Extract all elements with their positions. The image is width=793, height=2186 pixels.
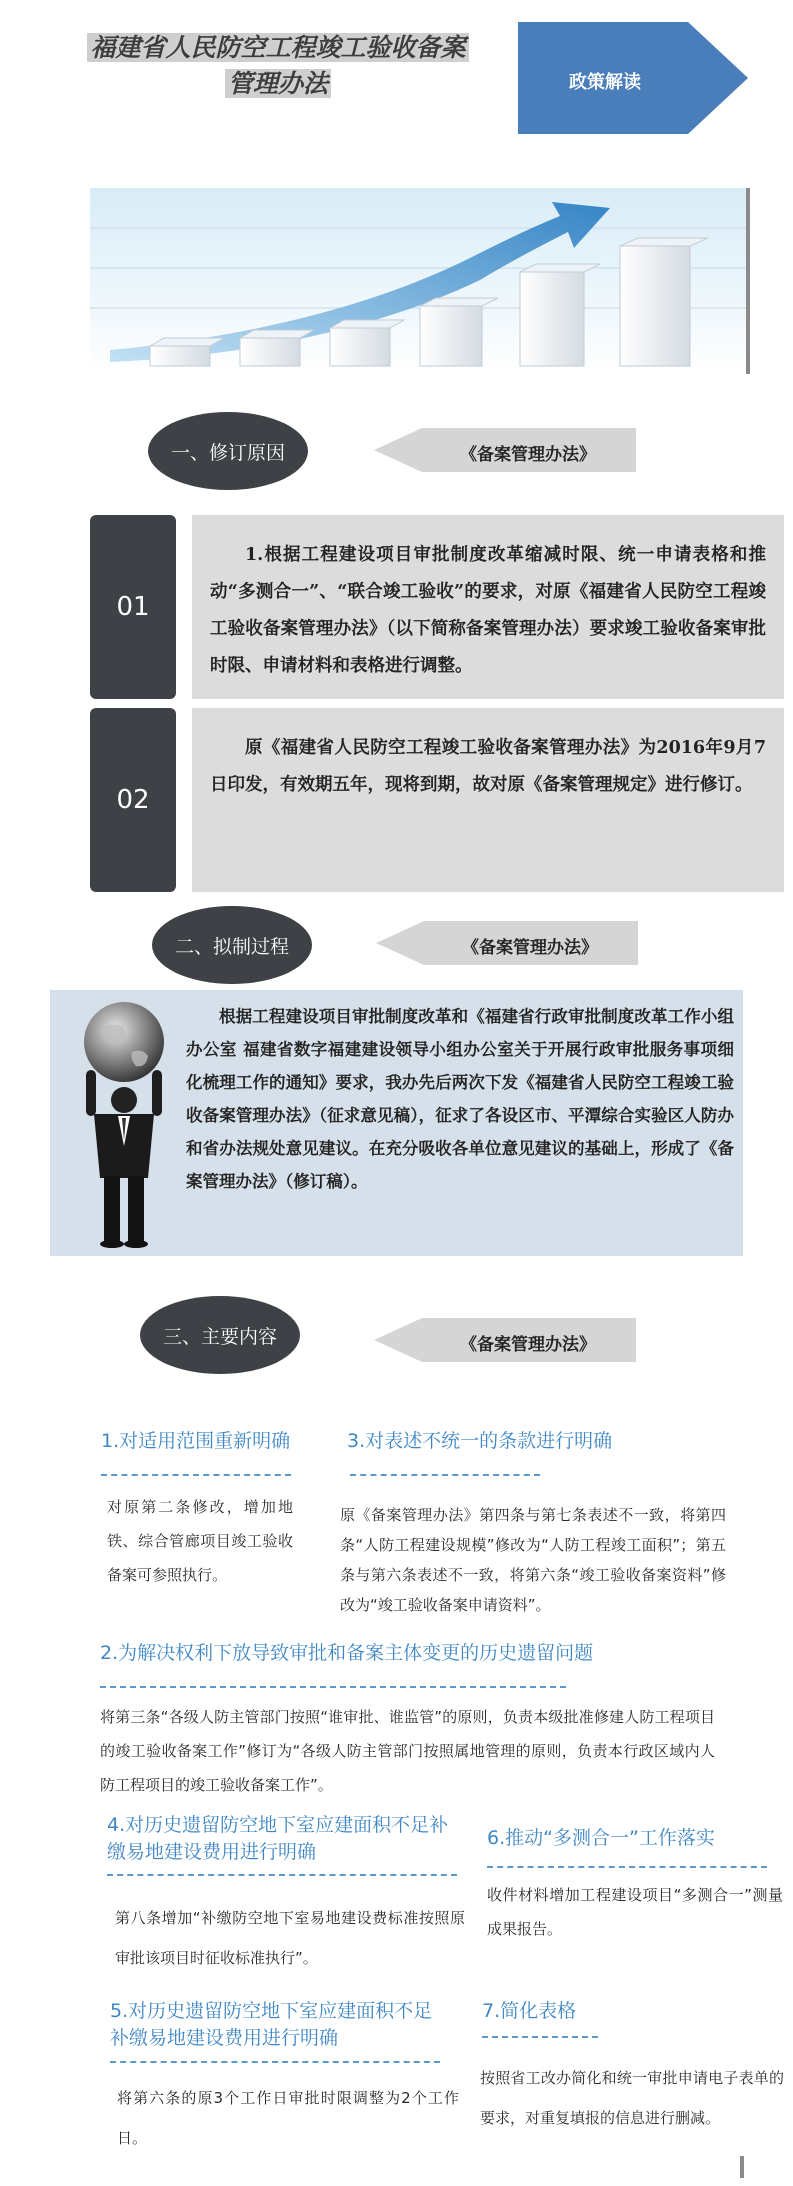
content-item-3-title: 3.对表述不统一的条款进行明确 — [347, 1430, 613, 1452]
content-item-1-rule — [101, 1474, 291, 1476]
content-item-6-text: 收件材料增加工程建设项目“多测合一”测量成果报告。 — [487, 1886, 783, 1938]
content-item-3-text: 原《备案管理办法》第四条与第七条表述不一致，将第四条“人防工程建设规模”修改为“人防工程竣工面积”；第五条与第六条表述不一致，将第六条“竣工验收备案资料”修改为“竣工验收备案申请资料”。 — [340, 1506, 726, 1614]
content-item-5-rule — [110, 2061, 440, 2063]
content-item-7-title: 7.简化表格 — [482, 2000, 577, 2022]
content-item-1-title: 1.对适用范围重新明确 — [101, 1430, 291, 1452]
item-01-text: 1.根据工程建设项目审批制度改革缩减时限、统一申请表格和推动“多测合一”、“联合竣工验收”的要求，对原《福建省人民防空工程竣工验收备案管理办法》（以下简称备案管理办法）要求竣工验收备案审批时限、申请材料和表格进行调整。 — [192, 515, 784, 699]
content-item-6-rule — [487, 1866, 767, 1868]
title-line-1: 福建省人民防空工程竣工验收备案 — [87, 33, 468, 62]
content-item-4-rule — [107, 1874, 457, 1876]
growth-chart-illustration — [90, 188, 750, 374]
item-02-text: 原《福建省人民防空工程竣工验收备案管理办法》为2016年9月7日印发，有效期五年，现将到期，故对原《备案管理规定》进行修订。 — [192, 708, 784, 892]
item-02-number: 02 — [90, 708, 176, 892]
content-item-2-text: 将第三条“各级人防主管部门按照“谁审批、谁监管”的原则，负责本级批准修建人防工程项目的竣工验收备案工作”修订为“各级人防主管部门按照属地管理的原则，负责本行政区域内人防工程项目的竣工验收备案工作”。 — [100, 1708, 715, 1794]
section-3-tag: 《备案管理办法》 — [460, 1335, 596, 1355]
process-text: 根据工程建设项目审批制度改革和《福建省行政审批制度改革工作小组办公室 福建省数字福建建设领导小组办公室关于开展行政审批服务事项细化梳理工作的通知》要求，我办先后两次下发《福建省人民防空工程竣工验收备案管理办法》（征求意见稿），征求了各设区市、平潭综合实验区人防办和省办法规处意见建议。在充分吸收各单位意见建议的基础上，形成了《备案管理办法》（修订稿）。 — [186, 1007, 734, 1191]
content-item-4-text: 第八条增加“补缴防空地下室易地建设费标准按照原审批该项目时征收标准执行”。 — [115, 1909, 465, 1967]
title-line-2: 管理办法 — [225, 69, 331, 98]
content-item-4-title: 4.对历史遗留防空地下室应建面积不足补缴易地建设费用进行明确 — [107, 1814, 449, 1863]
page-title — [78, 30, 478, 108]
content-item-3-rule — [350, 1474, 540, 1476]
right-edge-mark — [740, 2156, 744, 2178]
section-1-tag: 《备案管理办法》 — [460, 445, 596, 465]
section-2-tag: 《备案管理办法》 — [462, 938, 598, 958]
item-01-number: 01 — [90, 515, 176, 699]
section-1-heading: 一、修订原因 — [148, 412, 308, 490]
content-item-5-title: 5.对历史遗留防空地下室应建面积不足补缴易地建设费用进行明确 — [110, 2000, 433, 2049]
policy-interpretation-button[interactable]: 政策解读 — [569, 72, 641, 93]
man-holding-globe-illustration — [60, 1000, 180, 1250]
content-item-5-text: 将第六条的原3个工作日审批时限调整为2个工作日。 — [117, 2089, 459, 2147]
content-item-7-text: 按照省工改办简化和统一审批申请电子表单的要求，对重复填报的信息进行删减。 — [480, 2069, 784, 2127]
content-item-2-title: 2.为解决权利下放导致审批和备案主体变更的历史遗留问题 — [100, 1642, 594, 1664]
section-2-heading: 二、拟制过程 — [152, 906, 312, 984]
section-3-heading: 三、主要内容 — [140, 1296, 300, 1374]
content-item-2-rule — [100, 1686, 566, 1688]
content-item-1-text: 对原第二条修改，增加地铁、综合管廊项目竣工验收备案可参照执行。 — [107, 1498, 293, 1584]
content-item-6-title: 6.推动“多测合一”工作落实 — [487, 1827, 715, 1849]
content-item-7-rule — [482, 2036, 598, 2038]
